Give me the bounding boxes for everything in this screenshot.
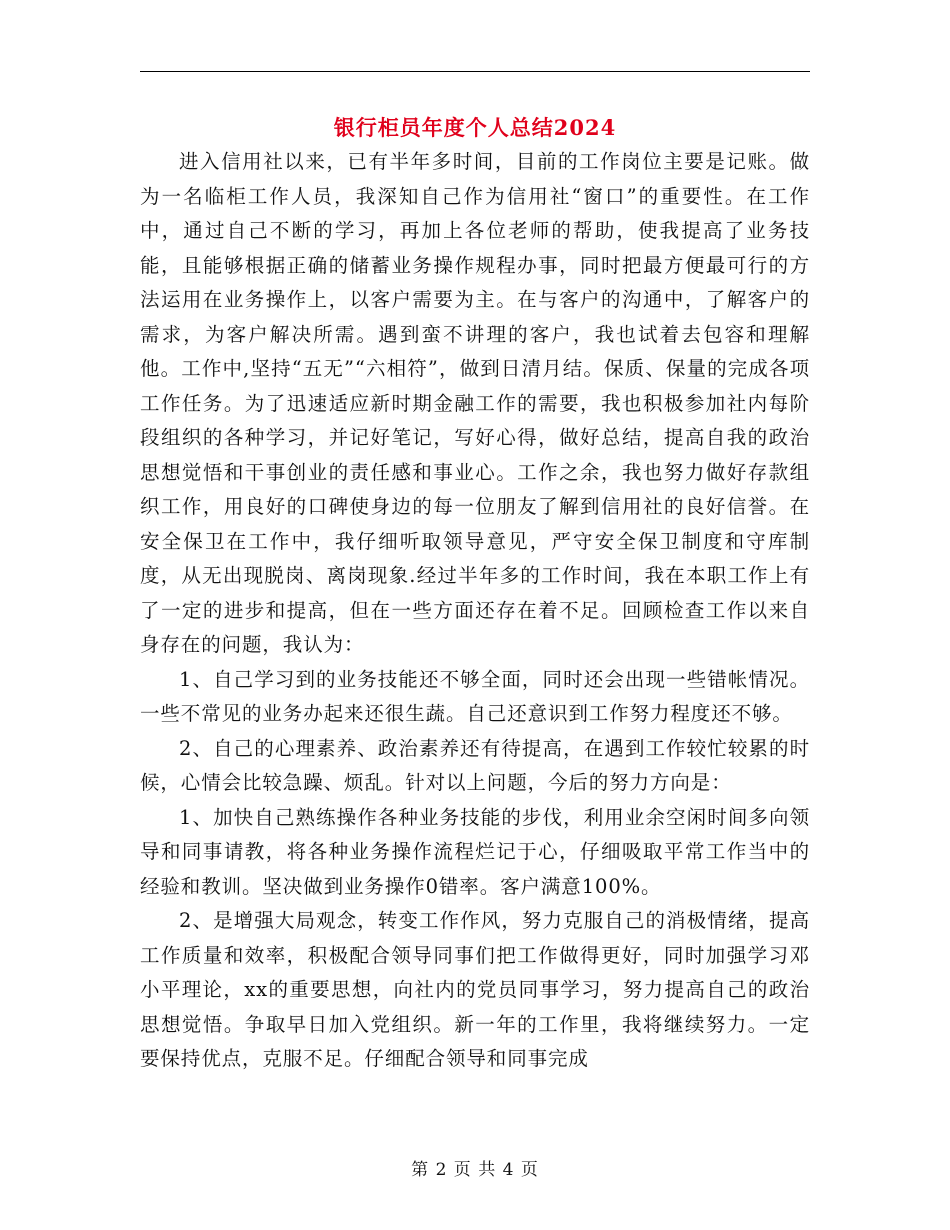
paragraph-plan-1: 1、加快自己熟练操作各种业务技能的步伐，利用业余空闲时间多向领导和同事请教，将各种业务操作流程烂记于心，仔细吸取平常工作当中的经验和教训。坚决做到业务操作0错率。客户满意100%。 xyxy=(140,805,810,898)
paragraph-plan-2: 2、是增强大局观念，转变工作作风，努力克服自己的消极情绪，提高工作质量和效率，积极配合领导同事们把工作做得更好，同时加强学习邓小平理论，xx的重要思想，向社内的党员同事学习，努力提高自己的政治思想觉悟。争取早日加入党组织。新一年的工作里，我将继续努力。一定要保持优点，克服不足。仔细配合领导和同事完成 xyxy=(140,909,810,1070)
paragraph-issue-1: 1、自己学习到的业务技能还不够全面，同时还会出现一些错帐情况。一些不常见的业务办起来还很生蔬。自己还意识到工作努力程度还不够。 xyxy=(140,667,810,725)
paragraph-issue-2: 2、自己的心理素养、政治素养还有待提高，在遇到工作较忙较累的时候，心情会比较急躁、烦乱。针对以上问题，今后的努力方向是： xyxy=(140,736,810,794)
paragraph-intro: 进入信用社以来，已有半年多时间，目前的工作岗位主要是记账。做为一名临柜工作人员，我深知自己作为信用社“窗口”的重要性。在工作中，通过自己不断的学习，再加上各位老师的帮助，使我提高了业务技能，且能够根据正确的储蓄业务操作规程办事，同时把最方便最可行的方法运用在业务操作上，以客户需要为主。在与客户的沟通中，了解客户的需求，为客户解决所需。遇到蛮不讲理的客户，我也试着去包容和理解他。工作中,坚持“五无”“六相符”，做到日清月结。保质、保量的完成各项工作任务。为了迅速适应新时期金融工作的需要，我也积极参加社内每阶段组织的各种学习，并记好笔记，写好心得，做好总结，提高自我的政治思想觉悟和干事创业的责任感和事业心。工作之余，我也努力做好存款组织工作，用良好的口碑使身边的每一位朋友了解到信用社的良好信誉。在安全保卫在工作中，我仔细听取领导意见，严守安全保卫制度和守库制度，从无出现脱岗、离岗现象.经过半年多的工作时间，我在本职工作上有了一定的进步和提高，但在一些方面还存在着不足。回顾检查工作以来自身存在的问题，我认为： xyxy=(140,150,810,656)
document-title: 银行柜员年度个人总结2024 xyxy=(333,115,617,140)
page-number: 第 2 页 共 4 页 xyxy=(411,1160,539,1180)
header-rule xyxy=(140,71,810,72)
document-body xyxy=(140,145,810,1077)
